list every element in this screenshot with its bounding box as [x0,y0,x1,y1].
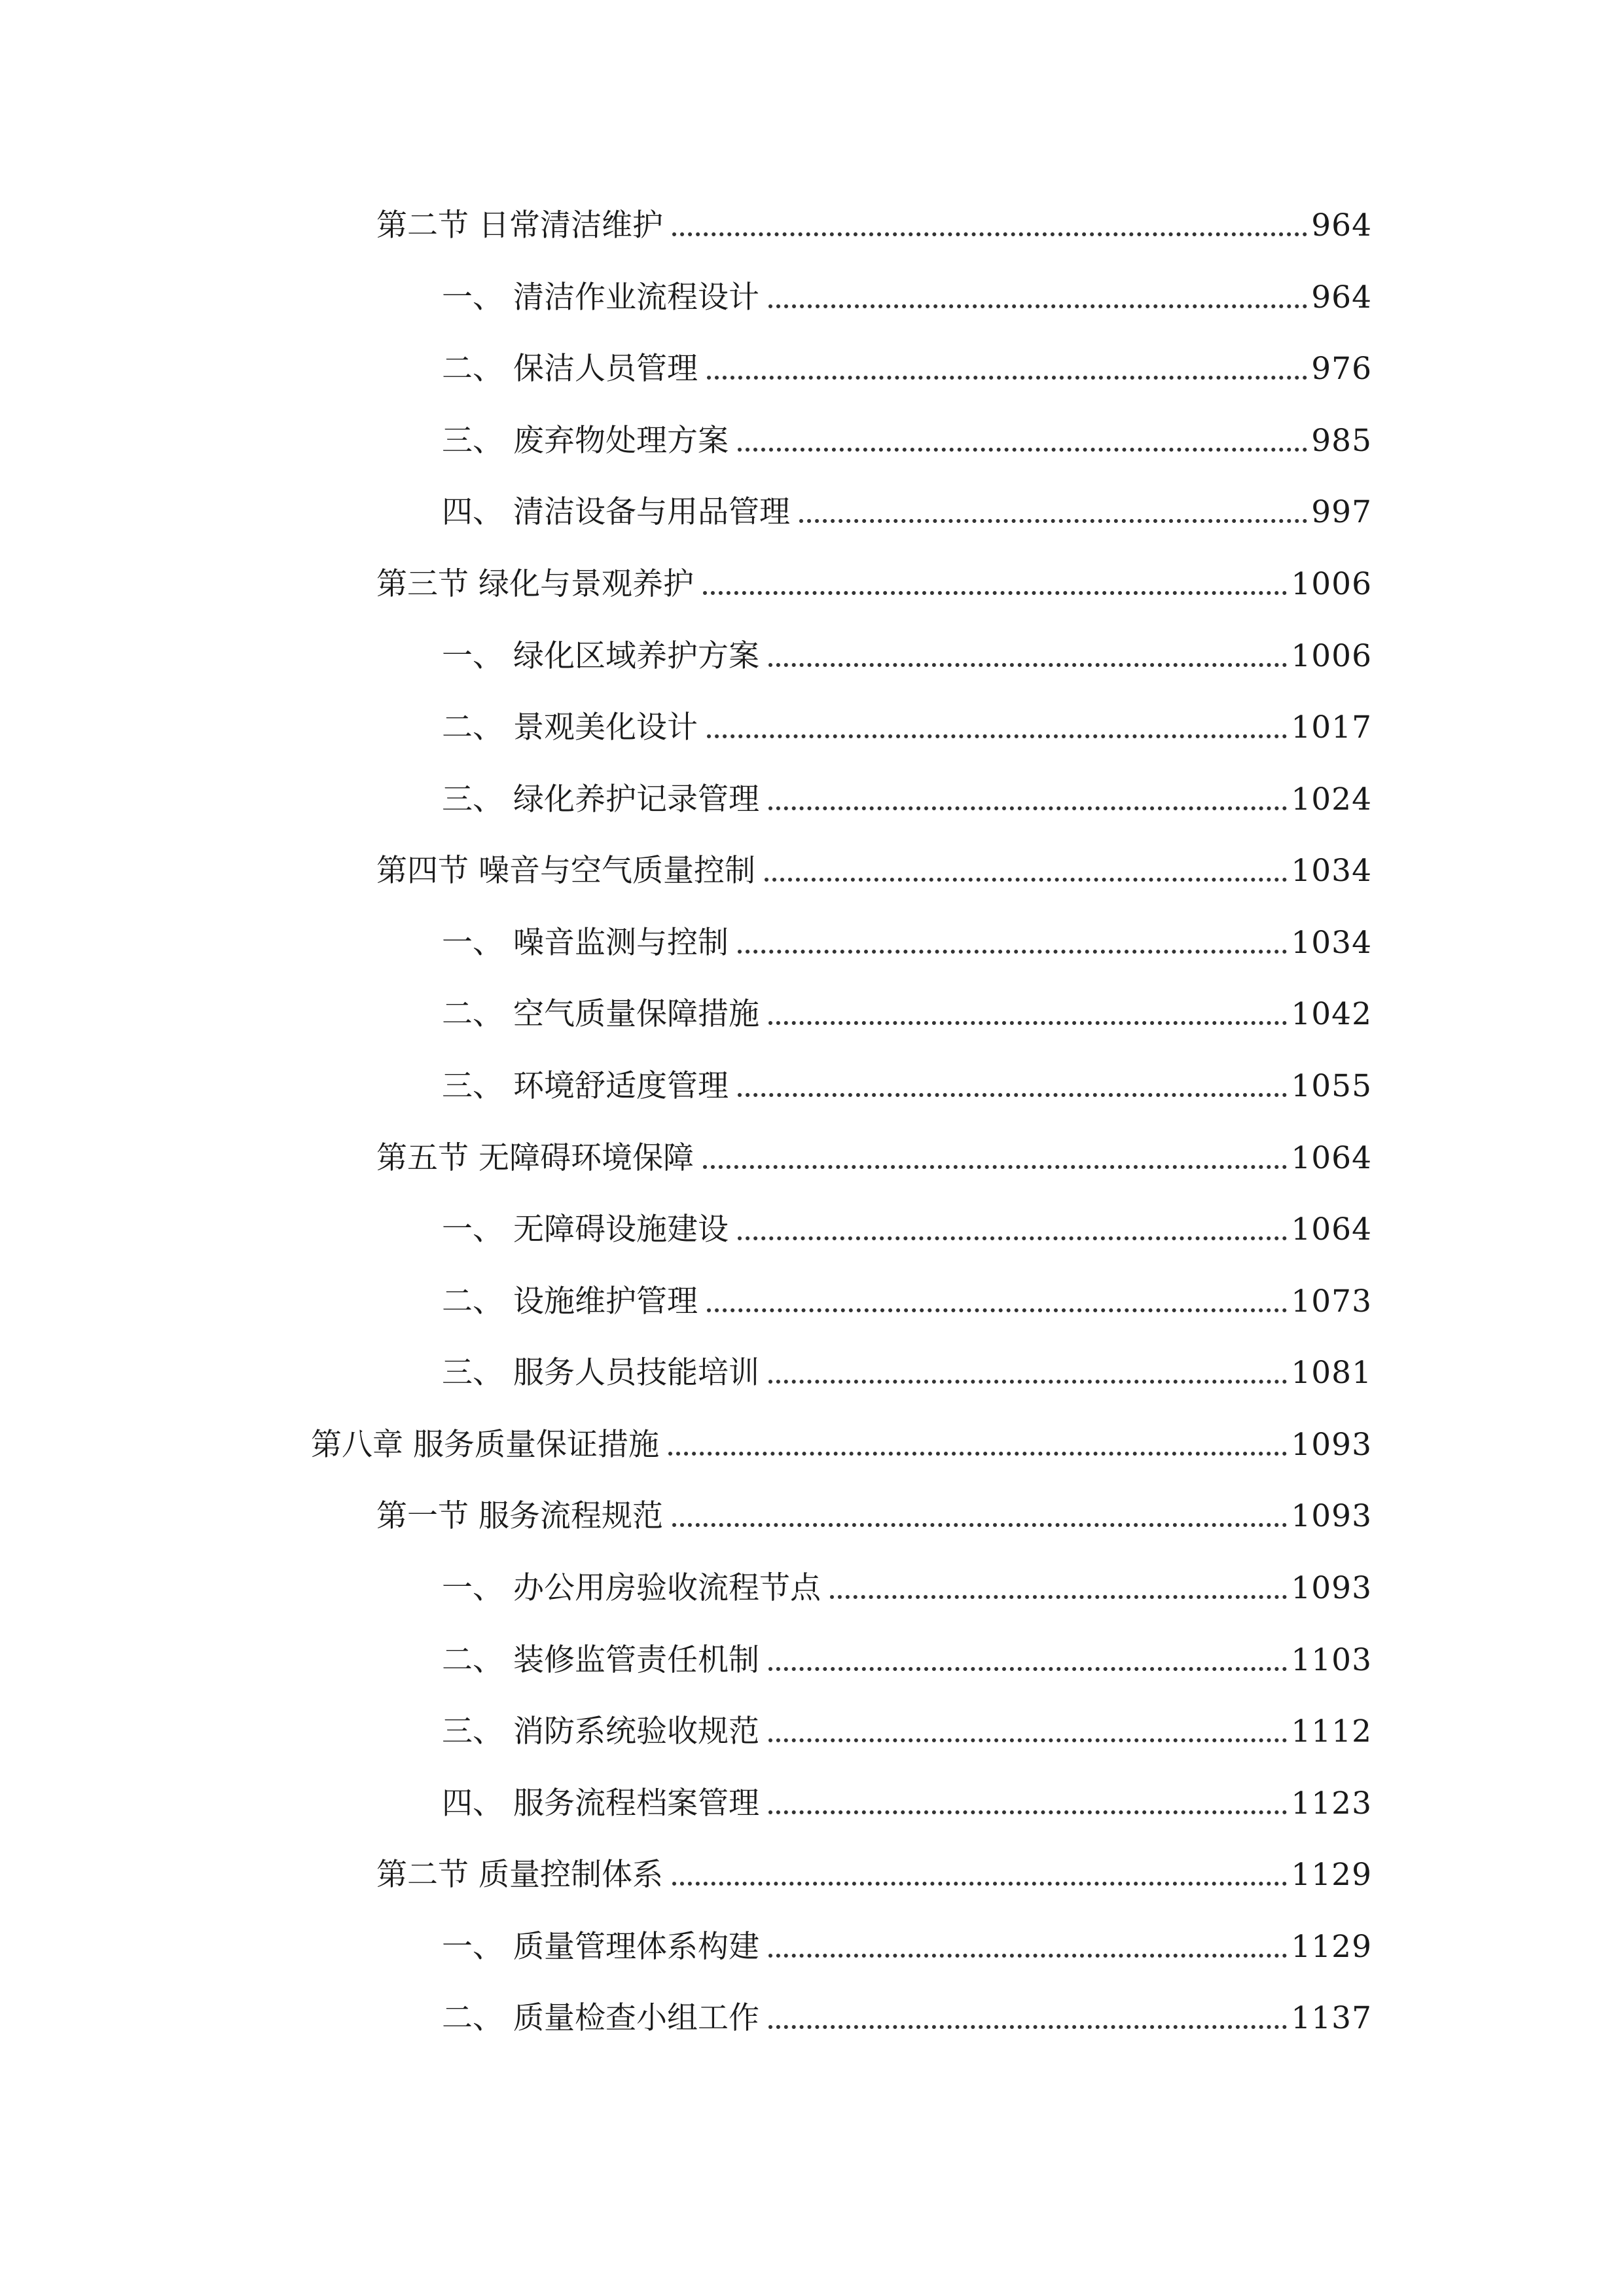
toc-entry-subsection[interactable] [442,336,1372,389]
toc-dot-leader [768,1810,1287,1814]
toc-entry-subsection[interactable] [442,695,1372,747]
toc-entry-label: 四、 清洁设备与用品管理 [442,494,790,530]
toc-dot-leader [768,1954,1287,1958]
toc-entry-page-number: 1129 [1291,1929,1372,1965]
toc-dot-leader [703,1165,1287,1169]
toc-entry-subsection[interactable] [442,1556,1372,1608]
toc-entry-label: 第二节 日常清洁维护 [376,207,663,243]
toc-dot-leader [707,1308,1287,1312]
toc-entry-page-number: 985 [1311,423,1372,459]
toc-entry-page-number: 1006 [1291,566,1372,602]
toc-entry-subsection[interactable] [442,1269,1372,1321]
toc-dot-leader [768,1738,1287,1742]
toc-entry-page-number: 1093 [1291,1427,1372,1463]
toc-dot-leader [830,1595,1287,1599]
toc-dot-leader [668,1452,1287,1456]
toc-entry-page-number: 964 [1311,279,1372,315]
toc-entry-page-number: 1042 [1291,996,1372,1032]
toc-entry-page-number: 976 [1311,351,1372,387]
toc-dot-leader [738,448,1307,452]
toc-dot-leader [768,806,1287,810]
toc-entry-label: 第五节 无障碍环境保障 [376,1140,694,1176]
toc-entry-chapter[interactable] [311,1412,1372,1465]
toc-entry-label: 四、 服务流程档案管理 [442,1785,759,1821]
toc-entry-page-number: 1073 [1291,1283,1372,1319]
toc-dot-leader [707,734,1287,738]
toc-entry-label: 二、 装修监管责任机制 [442,1642,759,1678]
toc-entry-section[interactable] [376,1842,1372,1895]
toc-entry-subsection[interactable] [442,767,1372,819]
toc-entry-label: 三、 服务人员技能培训 [442,1355,759,1391]
toc-entry-page-number: 1024 [1291,781,1372,817]
toc-dot-leader [738,1236,1287,1240]
toc-entry-section[interactable] [376,193,1372,245]
toc-entry-page-number: 1093 [1291,1570,1372,1606]
toc-entry-page-number: 1034 [1291,853,1372,889]
toc-entry-subsection[interactable] [442,1986,1372,2038]
toc-entry-section[interactable] [376,1484,1372,1536]
toc-entry-label: 第四节 噪音与空气质量控制 [376,853,755,889]
toc-dot-leader [672,1882,1287,1886]
toc-dot-leader [672,1523,1287,1527]
toc-entry-page-number: 1081 [1291,1355,1372,1391]
toc-entry-label: 一、 噪音监测与控制 [442,925,729,961]
toc-entry-label: 一、 清洁作业流程设计 [442,279,759,315]
toc-entry-page-number: 1055 [1291,1068,1372,1104]
toc-entry-section[interactable] [376,838,1372,891]
toc-entry-label: 二、 质量检查小组工作 [442,2000,759,2036]
toc-dot-leader [672,232,1307,236]
toc-entry-subsection[interactable] [442,1914,1372,1967]
toc-dot-leader [738,1093,1287,1097]
toc-entry-label: 一、 绿化区域养护方案 [442,638,759,674]
toc-entry-label: 三、 环境舒适度管理 [442,1068,729,1104]
toc-dot-leader [768,663,1287,667]
toc-entry-section[interactable] [376,552,1372,604]
toc-entry-page-number: 1006 [1291,638,1372,674]
toc-entry-page-number: 1034 [1291,925,1372,961]
toc-entry-label: 第一节 服务流程规范 [376,1498,663,1534]
toc-dot-leader [768,304,1307,308]
toc-entry-page-number: 1112 [1291,1713,1372,1749]
toc-entry-page-number: 1123 [1291,1785,1372,1821]
toc-entry-page-number: 997 [1311,494,1372,530]
toc-entry-label: 第三节 绿化与景观养护 [376,566,694,602]
toc-entry-subsection[interactable] [442,1628,1372,1680]
toc-dot-leader [768,1667,1287,1671]
toc-dot-leader [703,591,1287,595]
toc-entry-label: 一、 无障碍设施建设 [442,1211,729,1247]
toc-entry-page-number: 1137 [1291,2000,1372,2036]
toc-entry-label: 三、 绿化养护记录管理 [442,781,759,817]
toc-entry-subsection[interactable] [442,1054,1372,1106]
toc-entry-subsection[interactable] [442,408,1372,461]
toc-entry-page-number: 964 [1311,207,1372,243]
toc-entry-section[interactable] [376,1126,1372,1178]
toc-dot-leader [768,2025,1287,2029]
toc-entry-subsection[interactable] [442,265,1372,317]
toc-entry-label: 一、 质量管理体系构建 [442,1929,759,1965]
toc-entry-subsection[interactable] [442,910,1372,963]
toc-entry-subsection[interactable] [442,1699,1372,1751]
toc-dot-leader [707,376,1307,380]
toc-entry-page-number: 1129 [1291,1857,1372,1893]
toc-dot-leader [765,878,1287,882]
toc-entry-page-number: 1064 [1291,1140,1372,1176]
toc-entry-label: 三、 废弃物处理方案 [442,423,729,459]
toc-entry-label: 三、 消防系统验收规范 [442,1713,759,1749]
toc-dot-leader [768,1021,1287,1025]
toc-entry-page-number: 1064 [1291,1211,1372,1247]
toc-entry-subsection[interactable] [442,480,1372,532]
toc-dot-leader [799,519,1307,523]
toc-entry-page-number: 1093 [1291,1498,1372,1534]
toc-entry-label: 二、 景观美化设计 [442,709,698,745]
toc-entry-page-number: 1017 [1291,709,1372,745]
toc-entry-label: 二、 保洁人员管理 [442,351,698,387]
toc-entry-subsection[interactable] [442,624,1372,676]
toc-entry-subsection[interactable] [442,1771,1372,1823]
toc-entry-subsection[interactable] [442,1197,1372,1249]
toc-entry-label: 二、 设施维护管理 [442,1283,698,1319]
toc-entry-label: 第八章 服务质量保证措施 [311,1427,659,1463]
toc-dot-leader [768,1380,1287,1384]
toc-entry-label: 第二节 质量控制体系 [376,1857,663,1893]
toc-entry-page-number: 1103 [1291,1642,1372,1678]
toc-entry-subsection[interactable] [442,982,1372,1034]
toc-entry-label: 一、 办公用房验收流程节点 [442,1570,821,1606]
toc-entry-label: 二、 空气质量保障措施 [442,996,759,1032]
toc-entry-subsection[interactable] [442,1340,1372,1393]
toc-dot-leader [738,950,1287,954]
